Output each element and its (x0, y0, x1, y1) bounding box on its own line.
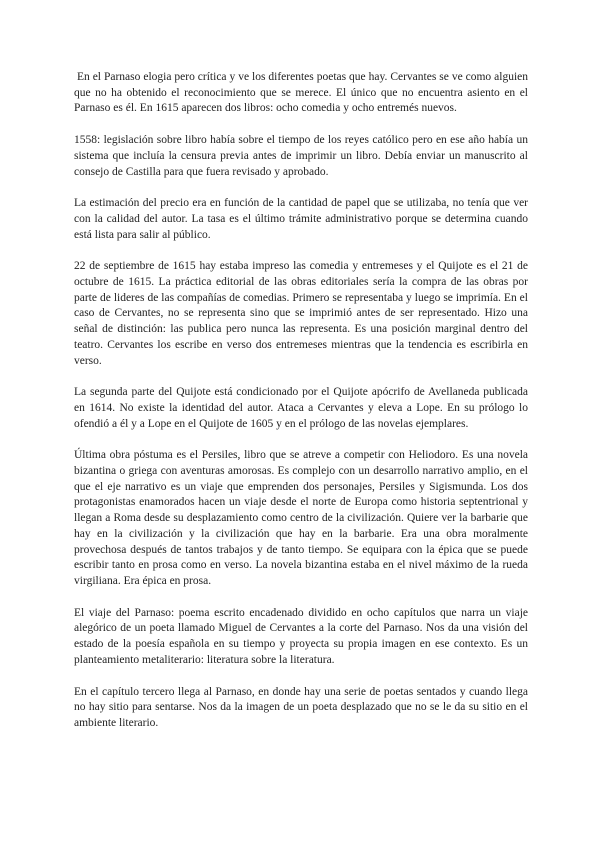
paragraph-septiembre-1615: 22 de septiembre de 1615 hay estaba impreso las comedia y entremeses y el Quijote es el 21 de octubre de 1615. La práctica editorial de las obras editoriales sería la compra de las obras por parte de lideres de las compañías de comedias. Primero se representaba y luego se imprimía. En el caso de Cervantes, no se representa sino que se imprimió antes de ser representado. Hizo una señal de distinción: las publica pero nunca las representa. Es una posición marginal dentro del teatro. Cervantes los escribe en verso dos entremeses mientras que la tendencia es escribirla en verso. (74, 260, 528, 367)
paragraph-viaje-parnaso: El viaje del Parnaso: poema escrito encadenado dividido en ocho capítulos que narra un viaje alegórico de un poeta llamado Miguel de Cervantes a la corte del Parnaso. Nos da una visión del estado de la poesía española en su tiempo y proyecta su propia imagen en ese contexto. Es un planteamiento metaliterario: literatura sobre la literatura. (74, 606, 528, 666)
paragraph-persiles: Última obra póstuma es el Persiles, libro que se atreve a competir con Heliodoro. Es una novela bizantina o griega con aventuras amorosas. Es complejo con un desarrollo narrativo amplio, en el que el eje narrativo es un viaje que emprenden dos personajes, Persiles y Sigismunda. Los dos protagonistas enamorados hacen un viaje desde el norte de Europa como historia septentrional y llegan a Roma desde su desplazamiento como centro de la civilización. Quiere ver la barbarie que hay en la civilización y la civilización que hay en la barbarie. Era una obra moralmente provechosa después de tantos trabajos y de tanto tiempo. Se equipara con la épica que se puede escribir tanto en prosa como en verso. La novela bizantina estaba en el nivel máximo de la rueda virgiliana. Era épica en prosa. (74, 449, 528, 587)
document-body (74, 70, 528, 748)
paragraph-segunda-parte-quijote: La segunda parte del Quijote está condicionado por el Quijote apócrifo de Avellaneda publicada en 1614. No existe la identidad del autor. Ataca a Cervantes y eleva a Lope. En su prólogo lo ofendió a él y a Lope en el Quijote de 1605 y en el prólogo de las novelas ejemplares. (74, 386, 528, 430)
paragraph-legislacion-1558: 1558: legislación sobre libro había sobre el tiempo de los reyes católico pero en ese año había un sistema que incluía la censura previa antes de imprimir un libro. Debía enviar un manuscrito al consejo de Castilla para que fuera revisado y aprobado. (74, 134, 528, 178)
paragraph-capitulo-tercero: En el capítulo tercero llega al Parnaso, en donde hay una serie de poetas sentados y cuando llega no hay sitio para sentarse. Nos da la imagen de un poeta desplazado que no se le da su sitio en el ambiente literario. (74, 685, 528, 729)
paragraph-estimacion-precio: La estimación del precio era en función de la cantidad de papel que se utilizaba, no tenía que ver con la calidad del autor. La tasa es el último trámite administrativo porque se determina cuando está lista para salir al público. (74, 197, 528, 241)
paragraph-parnaso-elogia: En el Parnaso elogia pero crítica y ve los diferentes poetas que hay. Cervantes se ve como alguien que no ha obtenido el reconocimiento que se merece. El único que no encuentra asiento en el Parnaso es él. En 1615 aparecen dos libros: ocho comedia y ocho entremés nuevos. (74, 71, 528, 115)
